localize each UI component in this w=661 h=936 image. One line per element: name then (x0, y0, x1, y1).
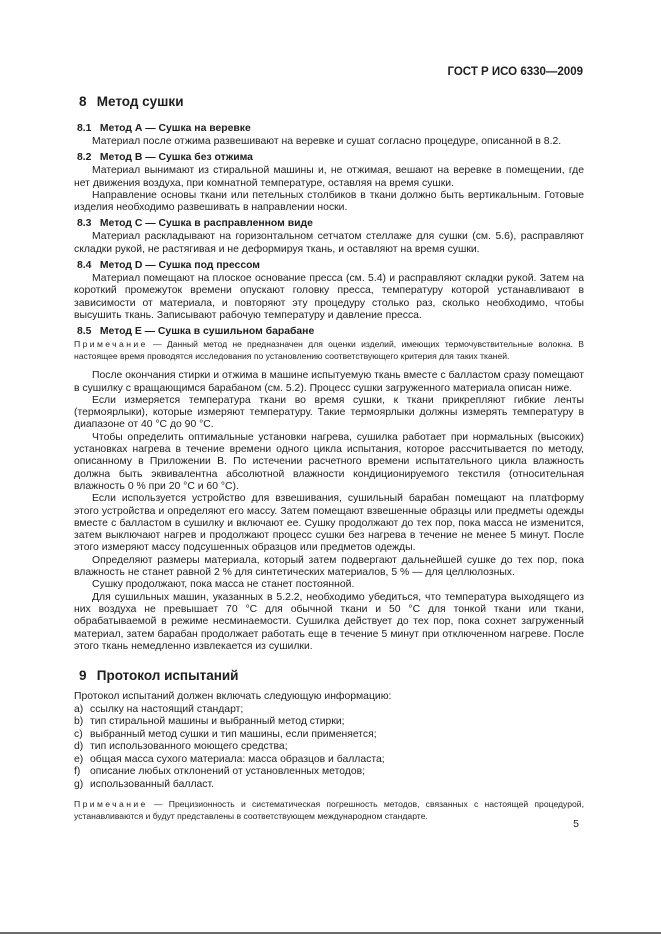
section-number: 8 (79, 94, 87, 109)
report-items-list (74, 704, 584, 792)
list-item: b) тип стиральной машины и выбранный метод стирки; (74, 716, 345, 728)
note-text: — Данный метод не предназначен для оценки изделий, имеющих термочувствительные волокна. В настоящее время проводятся исследования по установлению соответствующего критерия для таких тканей. (74, 339, 584, 361)
page-content (74, 93, 584, 822)
section-title: Протокол испытаний (96, 668, 239, 684)
subsection-title: Метод А — Сушка на веревке (99, 123, 251, 134)
paragraph: Материал раскладывают на горизонтальном сетчатом стеллаже для сушки (см. 5.6), расправляют складки рукой, не растягивая и не деформируя ткань, и оставляют на время сушки. (74, 231, 584, 255)
list-item: c) выбранный метод сушки и тип машины, если применяется; (74, 728, 377, 740)
subsection-title: Метод D — Сушка под прессом (99, 260, 260, 272)
note-text: — Прецизионность и систематическая погрешность методов, связанных с настоящей процедурой, устанавливаются и будут представлены в соответствующем международном стандарте. (74, 799, 584, 821)
note-label: Примечание (74, 339, 148, 350)
standard-header: ГОСТ Р ИСО 6330—2009 (447, 66, 583, 78)
paragraph: Направление основы ткани или петельных столбиков в ткани должно быть вертикальным. Готовые изделия необходимо развешивать в направлении носки. (74, 189, 584, 214)
subsection-8-2-heading (74, 151, 584, 165)
paragraph: Для сушильных машин, указанных в 5.2.2, необходимо убедиться, что температура выходящего из них воздуха не превышает 70 °С для обычной ткани и 50 °С для тонкой ткани или ткани, обрабатываемой в режиме несминаемости. Сушилка действует до тех пор, пока сохнет загруженный материал, затем барабан продолжает работать еще в течение 5 минут при отключенном нагреве. После этого ткань немедленно извлекается из сушилки. (74, 591, 584, 652)
subsection-number: 8.2 (77, 152, 92, 164)
section-title: Метод сушки (96, 94, 184, 109)
subsection-title: Метод С — Сушка в расправленном виде (99, 218, 313, 230)
paragraph: Чтобы определить оптимальные установки нагрева, сушилка работает при нормальных (высоких) установках нагрева в течение времени одного цикла испытания, которое рассчитывается по методу, описанному в Приложении В. По истечении расчетного времени испытательного цикла влажность должна быть эквивалентна абсолютной влажности кондиционируемого текстиля (относительная влажность 0 % при 20 °С и 60 °С). (74, 431, 584, 492)
page-number: 5 (573, 818, 579, 830)
subsection-number: 8.4 (77, 260, 92, 272)
subsection-8-4-heading (74, 259, 584, 273)
list-item: g) использованный балласт. (74, 778, 214, 790)
paragraph: Определяют размеры материала, который затем подвергают дальнейшей сушке до тех пор, пока влажность не станет равной 2 % для синтетических материалов, 5 % — для целлюлозных. (74, 554, 584, 579)
subsection-number: 8.5 (77, 326, 92, 338)
list-item: a) ссылку на настоящий стандарт; (74, 703, 244, 715)
paragraph: Материал вынимают из стиральной машины и, не отжимая, вешают на веревке в помещении, где нет движения воздуха, при комнатной температуре, оставляя на время сушки. (74, 165, 584, 189)
scan-edge-line (0, 932, 661, 934)
paragraph: Если измеряется температура ткани во время сушки, к ткани прикрепляют гибкие ленты (термоярлыки), которые измеряют температуру. Такие термоярлыки должны измерять температуру в диапазоне от 40 °С до 90 °С. (74, 394, 584, 431)
list-item: f) описание любых отклонений от установленных методов; (74, 766, 366, 778)
note (74, 339, 584, 362)
list-item: d) тип использованного моющего средства; (74, 741, 288, 753)
subsection-number: 8.1 (77, 123, 92, 134)
subsection-number: 8.3 (77, 218, 92, 230)
list-item: e) общая масса сухого материала: масса образцов и балласта; (74, 753, 385, 765)
paragraph: Если используется устройство для взвешивания, сушильный барабан помещают на платформу этого устройства и определяют его массу. Затем помещают взвешенные образцы или предметы одежды вместе с балластом в сушилку и включают ее. Сушку продолжают до тех пор, пока масса не изменится, затем выключают нагрев и продолжают процесс сушки без нагрева в течение не менее 5 минут. После этого измеряют массу подсушенных образцов или предметов одежды. (74, 493, 584, 554)
paragraph: Материал помещают на плоское основание пресса (см. 5.4) и расправляют складки рукой. Затем на короткий промежуток времени опускают головку пресса, температуру которой устанавливают в зависимости от материала, и повторяют эту процедуру столько раз, сколько необходимо, чтобы высушить ткань. Записывают рабочую температуру и давление пресса. (74, 273, 584, 321)
subsection-title: Метод В — Сушка без отжима (99, 152, 253, 164)
note (74, 799, 584, 822)
subsection-8-5-heading (74, 325, 584, 339)
paragraph: После окончания стирки и отжима в машине испытуемую ткань вместе с балластом сразу помещают в сушилку с вращающимся барабаном (см. 5.2). Процесс сушки загруженного материала описан ниже. (74, 370, 584, 394)
section-number: 9 (79, 668, 87, 684)
note-label: Примечание (74, 799, 148, 810)
section-8-heading (74, 93, 584, 115)
subsection-title: Метод Е — Сушка в сушильном барабане (99, 326, 315, 338)
paragraph: Материал после отжима развешивают на веревке и сушат согласно процедуре, описанной в 8.2. (92, 136, 562, 147)
subsection-8-3-heading (74, 217, 584, 231)
list-intro: Протокол испытаний должен включать следующую информацию: (74, 691, 392, 703)
section-9-heading (74, 667, 584, 689)
subsection-8-1-heading (74, 122, 584, 136)
paragraph: Сушку продолжают, пока масса не станет постоянной. (92, 579, 355, 591)
